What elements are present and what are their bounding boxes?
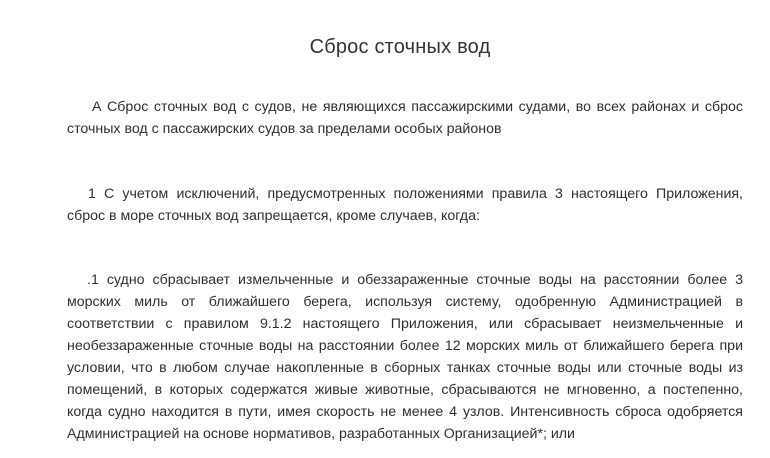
paragraph-text: .1 судно сбрасывает измельченные и обеззараженные сточные воды на расстоянии более 3 морских миль от ближайшего берега, используя систему, одобренную Администрацией в соответствии с правилом 9.1.2 настоящего Приложения, или сбрасывает неизмельченные и необеззараженные сточные воды на расстоянии более 12 морских миль от ближайшего берега при условии, что в любом случае накопленные в сборных танках сточные воды или сточные воды из помещений, в которых содержатся живые животные, сбрасываются не мгновенно, а постепенно, когда судно находится в пути, имея скорость не менее 4 узлов. Интенсивность сброса одобряется Администрацией на основе нормативов, разработанных Организацией*; или <box>67 272 743 442</box>
paragraph-section-a <box>67 96 743 140</box>
paragraph-text: 1 С учетом исключений, предусмотренных положениями правила 3 настоящего Приложения, сброс в море сточных вод запрещается, кроме случаев, когда: <box>67 186 743 224</box>
document-title: Сброс сточных вод <box>309 36 491 58</box>
paragraph-rule-1 <box>67 183 743 227</box>
paragraph-subclause-1 <box>67 269 743 445</box>
paragraph-text: А Сброс сточных вод с судов, не являющихся пассажирскими судами, во всех районах и сброс сточных вод с пассажирских судов за пределами особых районов <box>67 99 743 137</box>
